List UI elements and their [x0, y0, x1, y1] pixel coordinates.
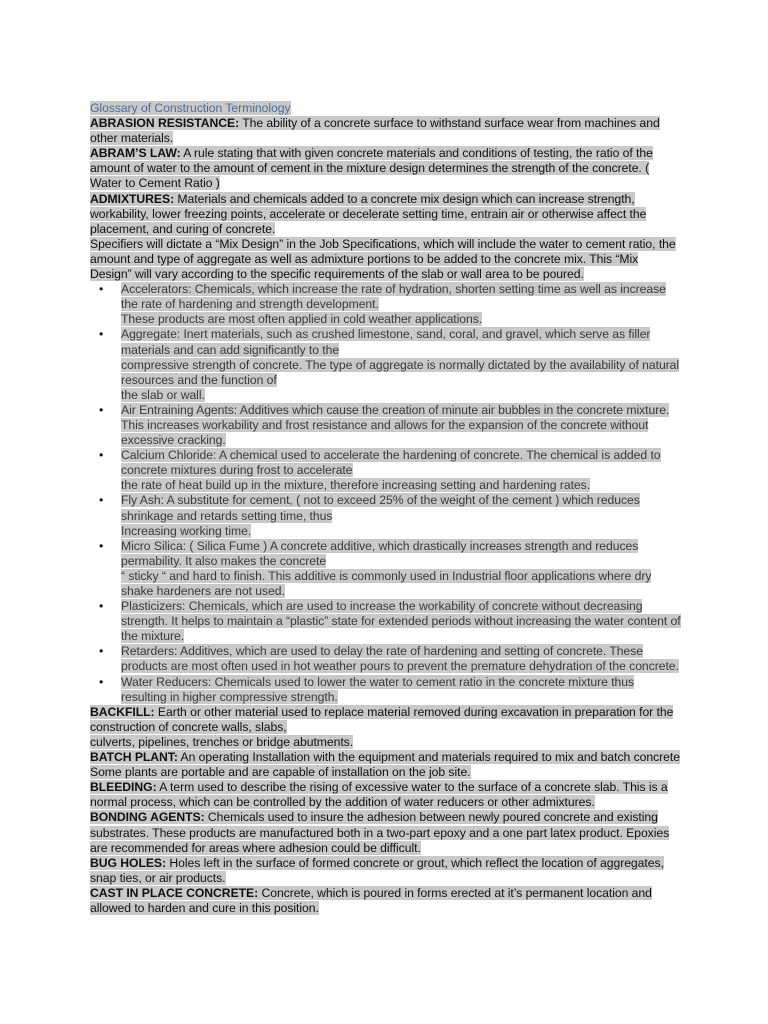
glossary-term: ABRAM’S LAW: [90, 146, 181, 161]
admixture-list-item [90, 539, 682, 599]
admixture-list-item [90, 448, 682, 493]
admixture-list-item [90, 599, 682, 644]
glossary-definition: Earth or other material used to replace material removed during excavation in preparation for the construction of concrete walls, slabs, [90, 704, 674, 734]
glossary-term: CAST IN PLACE CONCRETE: [90, 885, 259, 900]
admixture-list-item [90, 282, 682, 327]
glossary-definition: A rule stating that with given concrete materials and conditions of testing, the ratio of the amount of water to the amount of cement in the mixture design determines the strength of the concrete. ( Water to Cement Ratio ) [90, 146, 653, 191]
admixture-item-text: Increasing working time. [121, 523, 252, 538]
glossary-term: BACKFILL: [90, 704, 155, 719]
bullet-icon: • [99, 282, 104, 297]
glossary-term: ADMIXTURES: [90, 191, 175, 206]
glossary-definition: Chemicals used to insure the adhesion between newly poured concrete and existing substrates. These products are manufactured both in a two-part epoxy and a one part latex product. Epoxies are recommended for areas where adhesion could be difficult. [90, 810, 670, 855]
glossary-entry [90, 810, 682, 855]
admixture-list-item [90, 327, 682, 402]
glossary-definition: Holes left in the surface of formed concrete or grout, which reflect the location of aggregates, snap ties, or air products. [90, 855, 664, 885]
glossary-entry [90, 192, 682, 237]
specifiers-paragraph: Specifiers will dictate a “Mix Design” in the Job Specifications, which will include the water to cement ratio, the amount and type of aggregate as well as admixture portions to be added to the concrete mix. This “Mix Design” will vary according to the specific requirements of the slab or wall area to be poured. [90, 236, 676, 282]
admixture-list-item [90, 644, 682, 674]
glossary-entry [90, 116, 682, 146]
glossary-definition: An operating Installation with the equipment and materials required to mix and batch concrete Some plants are portable and are capable of installation on the job site. [90, 750, 680, 780]
document-body [90, 101, 682, 916]
glossary-term: BLEEDING: [90, 780, 157, 795]
glossary-entry [90, 886, 682, 916]
admixture-item-text: Plasticizers: Chemicals, which are used to increase the workability of concrete without decreasing strength. It helps to maintain a “plastic” state for extended periods without increasing the water content of the mixture. [121, 599, 681, 644]
admixture-item-text: Micro Silica: ( Silica Fume ) A concrete additive, which drastically increases strength and reduces permability. It also makes the concrete [121, 538, 639, 568]
glossary-definition: A term used to describe the rising of excessive water to the surface of a concrete slab. This is a normal process, which can be controlled by the addition of water reducers or other admixtures. [90, 780, 668, 810]
admixture-item-text: Air Entraining Agents: Additives which cause the creation of minute air bubbles in the concrete mixture. This increases workability and frost resistance and allows for the expansion of the concrete without excessive cracking. [121, 402, 670, 448]
admixture-item-text: the rate of heat build up in the mixture, therefore increasing setting and hardening rates. [121, 478, 591, 493]
admixture-list-item [90, 493, 682, 538]
admixture-list-item [90, 675, 682, 705]
admixture-list-item [90, 403, 682, 448]
glossary-definition-continued: culverts, pipelines, trenches or bridge abutments. [90, 734, 354, 749]
admixture-item-text: Calcium Chloride: A chemical used to accelerate the hardening of concrete. The chemical is added to concrete mixtures during frost to accelerate [121, 448, 661, 478]
bullet-icon: • [99, 538, 104, 553]
glossary-entry [90, 750, 682, 780]
admixture-item-text: “ sticky “ and hard to finish. This additive is commonly used in Industrial floor applications where dry shake hardeners are not used. [121, 568, 652, 598]
glossary-term: BUG HOLES: [90, 855, 167, 870]
glossary-term: ABRASION RESISTANCE: [90, 116, 240, 131]
glossary-entry [90, 705, 682, 750]
admixture-item-text: Retarders: Additives, which are used to delay the rate of hardening and setting of concrete. These products are most often used in hot weather pours to prevent the premature dehydration of the concrete. [121, 644, 679, 674]
bullet-icon: • [99, 402, 104, 417]
glossary-entry [90, 146, 682, 191]
glossary-entry [90, 856, 682, 886]
admixture-item-text: Aggregate: Inert materials, such as crushed limestone, sand, coral, and gravel, which serve as filler materials and can add significantly to the [121, 327, 651, 357]
glossary-entries-bottom [90, 705, 682, 916]
bullet-icon: • [99, 674, 104, 689]
admixture-item-text: compressive strength of concrete. The type of aggregate is normally dictated by the availability of natural resources and the function of [121, 357, 680, 387]
admixture-item-text: Fly Ash: A substitute for cement, ( not to exceed 25% of the weight of the cement ) which reduces shrinkage and retards setting time, thus [121, 493, 640, 523]
glossary-definition: Materials and chemicals added to a concrete mix design which can increase strength, workability, lower freezing points, accelerate or decelerate setting time, entrain air or otherwise affect the placement, and curing of concrete. [90, 191, 647, 236]
glossary-definition: The ability of a concrete surface to withstand surface wear from machines and other materials. [90, 116, 660, 146]
glossary-term: BATCH PLANT: [90, 750, 178, 765]
glossary-term: BONDING AGENTS: [90, 810, 205, 825]
admixture-item-text: Accelerators: Chemicals, which increase the rate of hydration, shorten setting time as well as increase the rate of hardening and strength development. [121, 282, 666, 312]
admixture-item-text: the slab or wall. [121, 387, 205, 402]
bullet-icon: • [99, 599, 104, 614]
bullet-icon: • [99, 493, 104, 508]
glossary-definition: Concrete, which is poured in forms erected at it’s permanent location and allowed to harden and cure in this position. [90, 885, 652, 915]
glossary-entries-top [90, 116, 682, 237]
bullet-icon: • [99, 448, 104, 463]
admixture-types-list [90, 282, 682, 705]
admixture-item-text: These products are most often applied in cold weather applications. [121, 312, 483, 327]
admixture-item-text: Water Reducers: Chemicals used to lower the water to cement ratio in the concrete mixture thus resulting in higher compressive strength. [121, 674, 635, 704]
document-title: Glossary of Construction Terminology [90, 101, 291, 115]
glossary-entry [90, 780, 682, 810]
bullet-icon: • [99, 327, 104, 342]
bullet-icon: • [99, 644, 104, 659]
